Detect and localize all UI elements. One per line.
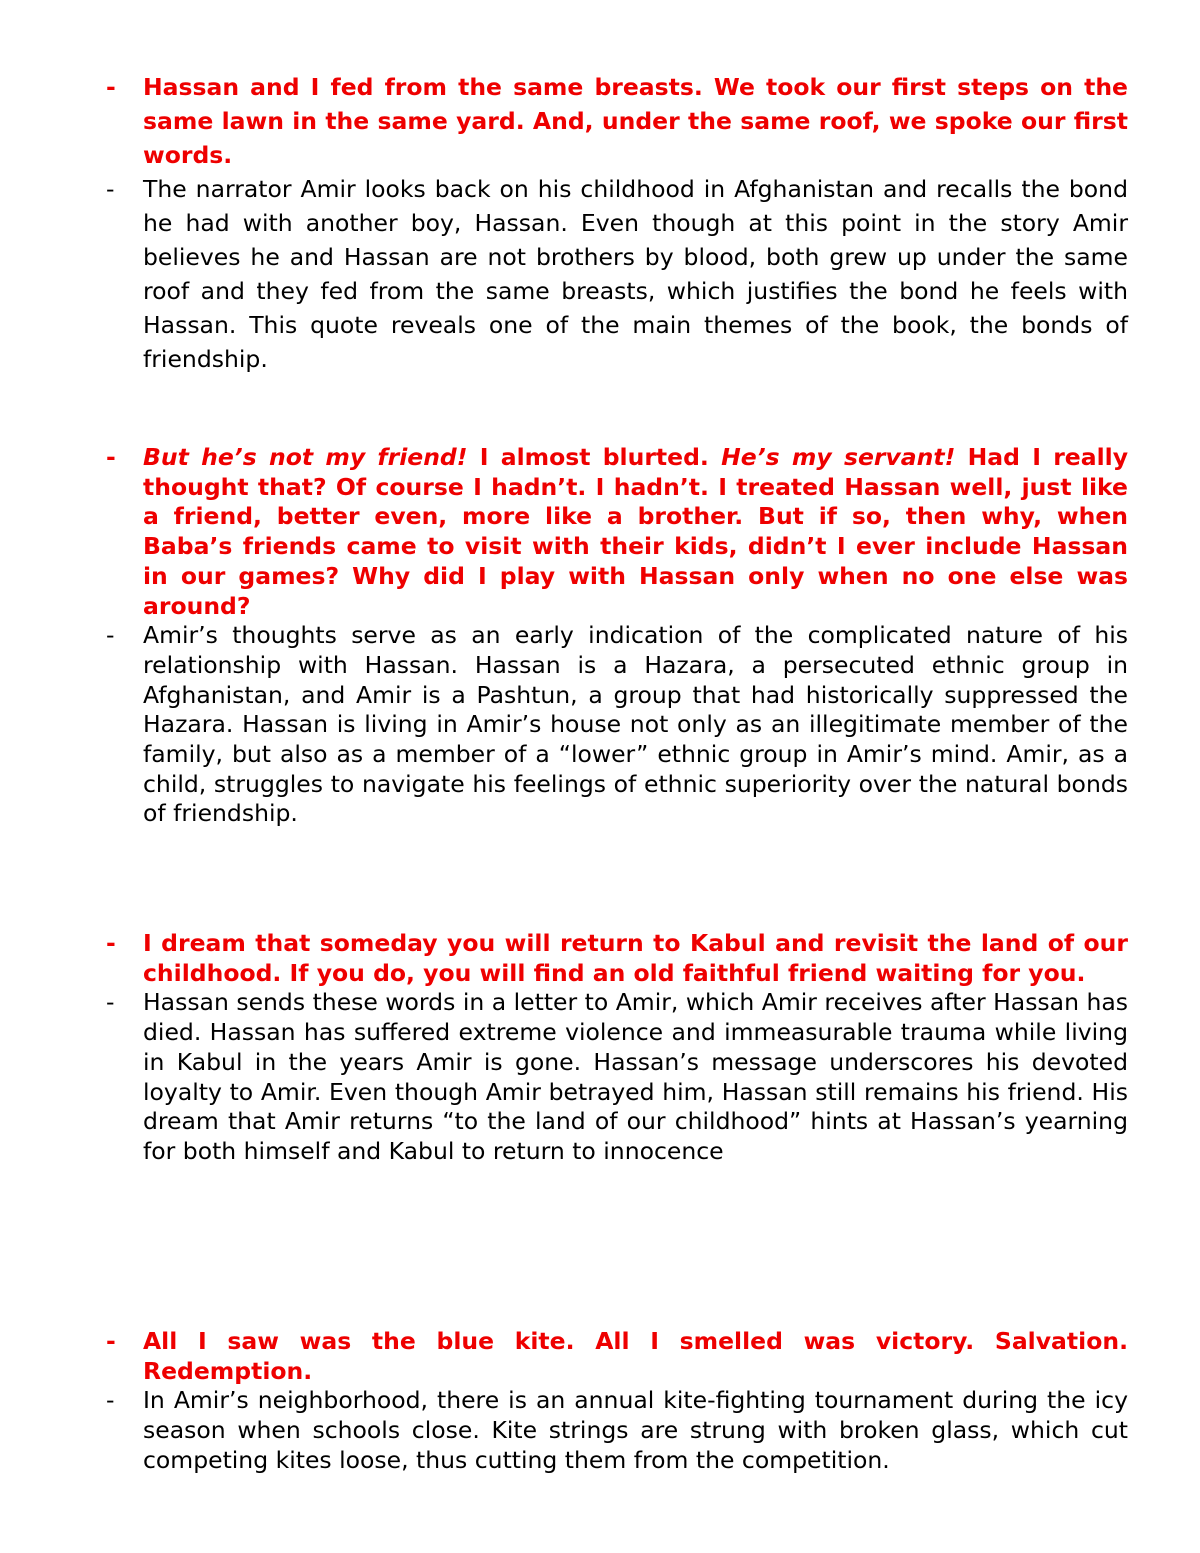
quote-text: All I saw was the blue kite. All I smelled was victory. Salvation. Redemption.	[143, 1327, 1128, 1385]
quote-text: Hassan and I fed from the same breasts. We took our first steps on the same lawn in the same yard. And, under the same roof, we spoke our first words.	[143, 73, 1128, 169]
bullet-dash: -	[106, 988, 115, 1017]
quote-text: I dream that someday you will return to Kabul and revisit the land of our childhood. If you do, you will find an old faithful friend waiting for you.	[143, 929, 1128, 987]
bullet-dash: -	[106, 443, 116, 471]
quote-entry	[106, 1327, 1128, 1476]
bullet-dash: -	[106, 73, 116, 101]
quote-item	[106, 1327, 1128, 1386]
quote-entry	[106, 929, 1128, 1167]
quote-text: Had I really thought that? Of course I hadn’t. I hadn’t. I treated Hassan well, just like a friend, better even, more like a brother. But if so, then why, when Baba’s friends came to visit with their kids, didn’t I ever include Hassan in our games? Why did I play with Hassan only when no one else was around?	[143, 443, 1129, 620]
quote-entry	[106, 443, 1128, 829]
quote-text: I almost blurted.	[467, 443, 722, 471]
quote-italic-text: But he’s not my friend!	[143, 443, 468, 471]
bullet-dash: -	[106, 621, 115, 650]
commentary-text: In Amir’s neighborhood, there is an annual kite-fighting tournament during the icy season when schools close. Kite strings are strung with broken glass, which cut competing kites loose, thus cutting them from the competition.	[143, 1386, 1128, 1474]
quote-item	[106, 70, 1128, 172]
commentary-item	[106, 172, 1128, 376]
commentary-text: Amir’s thoughts serve as an early indication of the complicated nature of his relationship with Hassan. Hassan is a Hazara, a persecuted ethnic group in Afghanistan, and Amir is a Pashtun, a group that had historically suppressed the Hazara. Hassan is living in Amir’s house not only as an illegitimate member of the family, but also as a member of a “lower” ethnic group in Amir’s mind. Amir, as a child, struggles to navigate his feelings of ethnic superiority over the natural bonds of friendship.	[143, 621, 1128, 828]
commentary-item	[106, 621, 1128, 829]
bullet-dash: -	[106, 929, 116, 957]
bullet-dash: -	[106, 175, 115, 203]
commentary-item	[106, 1386, 1128, 1475]
quote-item	[106, 929, 1128, 988]
quote-italic-text: He’s my servant!	[721, 443, 956, 471]
bullet-dash: -	[106, 1386, 115, 1415]
commentary-item	[106, 988, 1128, 1166]
commentary-text: Hassan sends these words in a letter to Amir, which Amir receives after Hassan has died. Hassan has suffered extreme violence and immeasurable trauma while living in Kabul in the years Amir is gone. Hassan’s message underscores his devoted loyalty to Amir. Even though Amir betrayed him, Hassan still remains his friend. His dream that Amir returns “to the land of our childhood” hints at Hassan’s yearning for both himself and Kabul to return to innocence	[143, 988, 1128, 1165]
quote-entry	[106, 70, 1128, 376]
commentary-text: The narrator Amir looks back on his childhood in Afghanistan and recalls the bond he had with another boy, Hassan. Even though at this point in the story Amir believes he and Hassan are not brothers by blood, both grew up under the same roof and they fed from the same breasts, which justifies the bond he feels with Hassan. This quote reveals one of the main themes of the book, the bonds of friendship.	[143, 175, 1128, 373]
quote-item	[106, 443, 1128, 621]
bullet-dash: -	[106, 1327, 116, 1355]
